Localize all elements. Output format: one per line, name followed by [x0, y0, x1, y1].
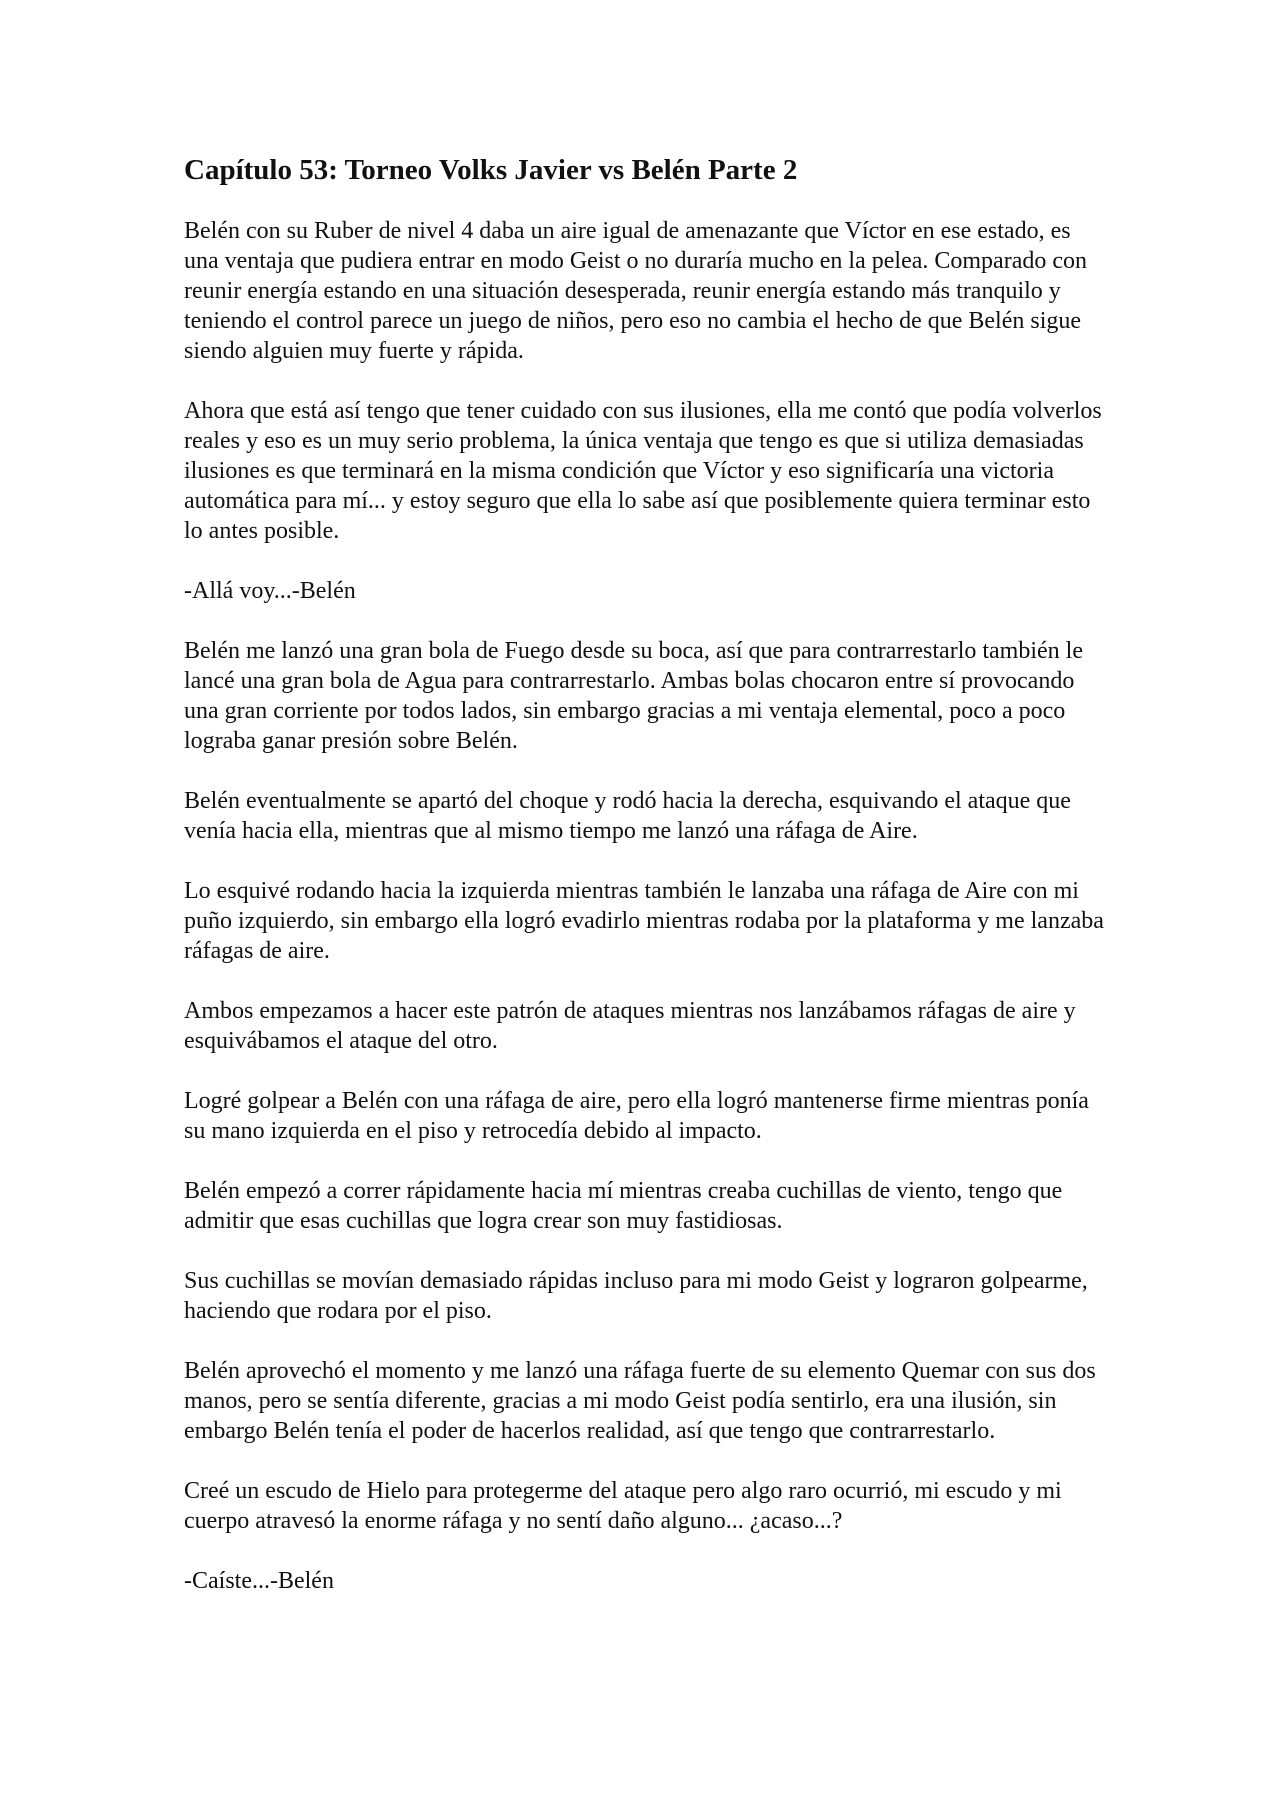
paragraph-5: Lo esquivé rodando hacia la izquierda mientras también le lanzaba una ráfaga de Aire con mi puño izquierdo, sin embargo ella logró evadirlo mientras rodaba por la plataforma y me lanzaba ráfagas de aire.	[184, 878, 1104, 964]
dialogue-line-1: -Allá voy...-Belén	[184, 578, 356, 604]
document-content	[184, 150, 1104, 1626]
paragraph-1: Belén con su Ruber de nivel 4 daba un aire igual de amenazante que Víctor en ese estado, es una ventaja que pudiera entrar en modo Geist o no duraría mucho en la pelea. Comparado con reunir energía estando en una situación desesperada, reunir energía estando más tranquilo y teniendo el control parece un juego de niños, pero eso no cambia el hecho de que Belén sigue siendo alguien muy fuerte y rápida.	[184, 218, 1087, 364]
paragraph-4: Belén eventualmente se apartó del choque y rodó hacia la derecha, esquivando el ataque que venía hacia ella, mientras que al mismo tiempo me lanzó una ráfaga de Aire.	[184, 788, 1071, 844]
paragraph-8: Belén empezó a correr rápidamente hacia mí mientras creaba cuchillas de viento, tengo que admitir que esas cuchillas que logra crear son muy fastidiosas.	[184, 1178, 1063, 1234]
paragraph-9: Sus cuchillas se movían demasiado rápidas incluso para mi modo Geist y lograron golpearme, haciendo que rodara por el piso.	[184, 1268, 1088, 1324]
paragraph-6: Ambos empezamos a hacer este patrón de ataques mientras nos lanzábamos ráfagas de aire y esquivábamos el ataque del otro.	[184, 998, 1076, 1054]
paragraph-7: Logré golpear a Belén con una ráfaga de aire, pero ella logró mantenerse firme mientras ponía su mano izquierda en el piso y retrocedía debido al impacto.	[184, 1088, 1089, 1144]
paragraph-2: Ahora que está así tengo que tener cuidado con sus ilusiones, ella me contó que podía volverlos reales y eso es un muy serio problema, la única ventaja que tengo es que si utiliza demasiadas ilusiones es que terminará en la misma condición que Víctor y eso significaría una victoria automática para mí... y estoy seguro que ella lo sabe así que posiblemente quiera terminar esto lo antes posible.	[184, 398, 1102, 544]
paragraph-3: Belén me lanzó una gran bola de Fuego desde su boca, así que para contrarrestarlo también le lancé una gran bola de Agua para contrarrestarlo. Ambas bolas chocaron entre sí provocando una gran corriente por todos lados, sin embargo gracias a mi ventaja elemental, poco a poco lograba ganar presión sobre Belén.	[184, 638, 1083, 754]
paragraph-10: Belén aprovechó el momento y me lanzó una ráfaga fuerte de su elemento Quemar con sus dos manos, pero se sentía diferente, gracias a mi modo Geist podía sentirlo, era una ilusión, sin embargo Belén tenía el poder de hacerlos realidad, así que tengo que contrarrestarlo.	[184, 1358, 1096, 1444]
paragraph-11: Creé un escudo de Hielo para protegerme del ataque pero algo raro ocurrió, mi escudo y mi cuerpo atravesó la enorme ráfaga y no sentí daño alguno... ¿acaso...?	[184, 1478, 1062, 1534]
dialogue-line-2: -Caíste...-Belén	[184, 1568, 334, 1594]
chapter-title: Capítulo 53: Torneo Volks Javier vs Belén Parte 2	[184, 154, 798, 186]
